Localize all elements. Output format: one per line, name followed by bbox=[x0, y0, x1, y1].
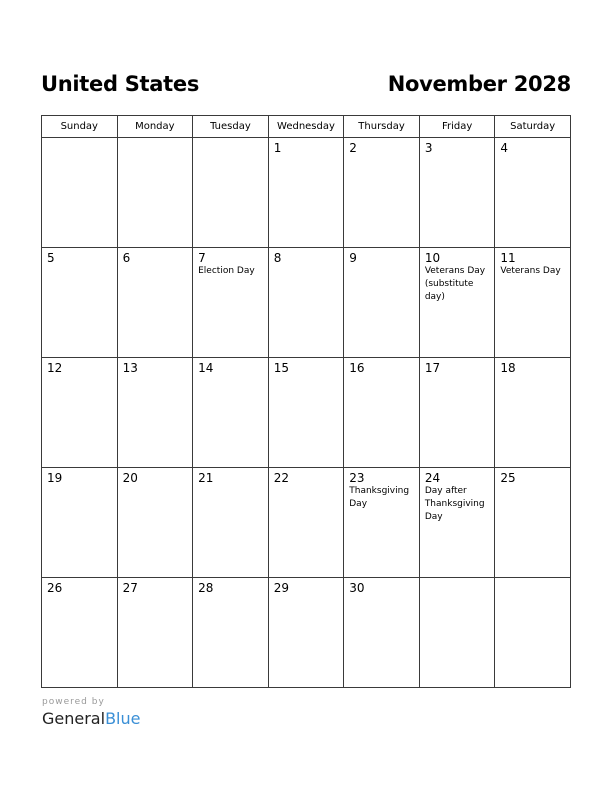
holiday-label: Thanksgiving Day bbox=[349, 486, 410, 509]
day-number: 8 bbox=[273, 251, 282, 265]
week-row bbox=[42, 138, 571, 248]
day-number: 18 bbox=[500, 361, 516, 375]
day-cell bbox=[42, 248, 118, 358]
weekday-header-row bbox=[42, 116, 571, 138]
day-number: 30 bbox=[349, 581, 365, 595]
day-number: 19 bbox=[47, 471, 63, 485]
day-cell bbox=[42, 138, 118, 248]
day-number: 16 bbox=[349, 361, 365, 375]
week-row bbox=[42, 248, 571, 358]
day-cell bbox=[268, 578, 344, 688]
day-number: 12 bbox=[47, 361, 63, 375]
day-number: 25 bbox=[500, 471, 516, 485]
day-number: 3 bbox=[424, 141, 433, 155]
weekday-monday: Monday bbox=[117, 116, 193, 138]
day-cell bbox=[268, 248, 344, 358]
day-number: 1 bbox=[273, 141, 282, 155]
footer-branding bbox=[42, 697, 140, 729]
weekday-sunday: Sunday bbox=[42, 116, 118, 138]
day-cell bbox=[495, 358, 571, 468]
brand-logo bbox=[42, 709, 140, 729]
day-cell bbox=[42, 578, 118, 688]
day-cell bbox=[193, 468, 269, 578]
weekday-tuesday: Tuesday bbox=[193, 116, 269, 138]
day-cell bbox=[42, 358, 118, 468]
day-number: 9 bbox=[349, 251, 357, 265]
day-number: 14 bbox=[198, 361, 214, 375]
day-number: 10 bbox=[424, 251, 441, 265]
day-number: 7 bbox=[198, 251, 206, 265]
day-cell bbox=[193, 358, 269, 468]
day-number: 17 bbox=[424, 361, 441, 375]
calendar-grid bbox=[41, 115, 571, 688]
day-number: 13 bbox=[122, 361, 138, 375]
day-cell bbox=[419, 248, 495, 358]
weekday-saturday: Saturday bbox=[495, 116, 571, 138]
weekday-thursday: Thursday bbox=[344, 116, 420, 138]
day-cell bbox=[193, 248, 269, 358]
day-cell bbox=[193, 138, 269, 248]
powered-by-text: powered by bbox=[42, 697, 105, 707]
day-cell bbox=[193, 578, 269, 688]
day-cell bbox=[344, 358, 420, 468]
day-number: 26 bbox=[47, 581, 63, 595]
day-number: 15 bbox=[273, 361, 289, 375]
day-number: 6 bbox=[122, 251, 131, 265]
day-cell bbox=[268, 358, 344, 468]
day-number: 2 bbox=[349, 141, 357, 155]
day-number: 23 bbox=[349, 471, 365, 485]
holiday-label: Veterans Day bbox=[500, 266, 561, 276]
day-cell bbox=[117, 138, 193, 248]
week-row bbox=[42, 578, 571, 688]
day-cell bbox=[419, 578, 495, 688]
day-number: 22 bbox=[273, 471, 289, 485]
day-number: 20 bbox=[122, 471, 138, 485]
holiday-label: Day after Thanksgiving Day bbox=[424, 486, 485, 522]
day-cell bbox=[344, 468, 420, 578]
brand-blue: Blue bbox=[105, 709, 141, 728]
day-number: 21 bbox=[198, 471, 214, 485]
country-title: United States bbox=[41, 72, 200, 96]
day-cell bbox=[495, 248, 571, 358]
day-cell bbox=[495, 578, 571, 688]
day-cell bbox=[268, 468, 344, 578]
day-cell bbox=[117, 358, 193, 468]
day-cell bbox=[419, 358, 495, 468]
day-cell bbox=[419, 138, 495, 248]
day-cell bbox=[117, 578, 193, 688]
day-cell bbox=[344, 578, 420, 688]
day-cell bbox=[117, 468, 193, 578]
day-cell bbox=[344, 248, 420, 358]
day-number: 24 bbox=[424, 471, 441, 485]
day-cell bbox=[344, 138, 420, 248]
weekday-wednesday: Wednesday bbox=[268, 116, 344, 138]
week-row bbox=[42, 358, 571, 468]
calendar-body bbox=[42, 138, 571, 688]
day-cell bbox=[419, 468, 495, 578]
month-year-title: November 2028 bbox=[387, 72, 571, 96]
day-cell bbox=[495, 468, 571, 578]
calendar-header bbox=[41, 68, 571, 100]
holiday-label: Election Day bbox=[198, 266, 255, 276]
day-number: 5 bbox=[47, 251, 55, 265]
day-number: 27 bbox=[122, 581, 138, 595]
holiday-label: Veterans Day (substitute day) bbox=[424, 266, 486, 302]
week-row bbox=[42, 468, 571, 578]
day-cell bbox=[42, 468, 118, 578]
day-number: 29 bbox=[273, 581, 289, 595]
day-cell bbox=[117, 248, 193, 358]
day-cell bbox=[495, 138, 571, 248]
day-number: 4 bbox=[500, 141, 509, 155]
day-number: 11 bbox=[500, 251, 516, 265]
day-number: 28 bbox=[198, 581, 214, 595]
brand-general: General bbox=[42, 709, 106, 728]
weekday-friday: Friday bbox=[419, 116, 495, 138]
day-cell bbox=[268, 138, 344, 248]
